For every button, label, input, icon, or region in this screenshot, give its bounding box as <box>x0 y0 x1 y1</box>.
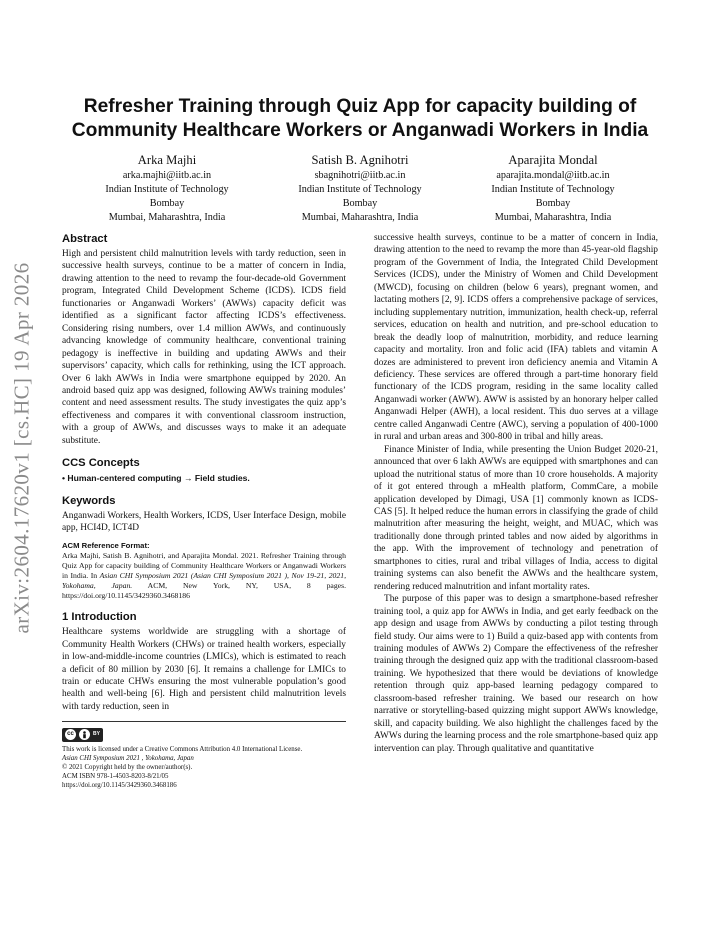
paper-title <box>40 95 680 143</box>
acm-reference-body: Arka Majhi, Satish B. Agnihotri, and Aparajita Mondal. 2021. Refresher Training through Quiz App for capacity building of Community Healthcare Workers or Anganwadi Workers in India. In <box>62 550 346 580</box>
author-email: sbagnihotri@iitb.ac.in <box>314 170 406 181</box>
right-column <box>374 232 658 755</box>
ccs-heading: CCS Concepts <box>62 457 140 470</box>
author-name: Satish B. Agnihotri <box>311 153 409 167</box>
introduction-heading: 1 Introduction <box>62 611 137 624</box>
abstract-heading: Abstract <box>62 233 108 245</box>
license-footer <box>62 721 346 790</box>
keywords-text: Anganwadi Workers, Health Workers, ICDS, User Interface Design, mobile app, HCI4D, ICT4D <box>62 510 347 534</box>
author-name: Aparajita Mondal <box>508 153 598 167</box>
introduction-paragraph-2: Finance Minister of India, while presenting the Union Budget 2020-21, announced that over 6 lakh AWWs are equipped with smartphones and can upload the nutritional status of more than 10 crore households. A majority of it got entered through a mHealth platform, CommCare, a mobile application developed by Dimagi, USA [1] commonly known as ICDS-CAS [5]. It helped reduce the human errors in classifying the grade of child malnutrition after measuring the height, weight, and MUAC, which was traditionally done through printed tables and now aided by algorithms in the app. With the improvement of technology and penetration of smartphones to cities, rural and tribal villages of India, access to digital training systems can also benefit the AWWs and the healthcare system, rendering reduced malnutrition and infant mortality rates. <box>374 444 658 592</box>
introduction-paragraph-1: successive health surveys, continue to be a matter of concern in India, drawing attention to the need to revamp the more than 45-year-old flagship program of the Government of India, the Integrated Child Development Services (ICDS), under the Ministry of Women and Child Development (MWCD), focusing on children (below 6 years), pregnant women, and lactating mothers [2, 9]. ICDS offers a comprehensive package of services, including supplementary nutrition, immunization, health check-up, referral services, education on health and nutrition, and pre-school education to break the deadly loop of malnutrition, morbidity, and reduce learning capacity and mortality. Iron and folic acid (IFA) tablets and vitamin A dozes are administered to prevent iron deficiency anemia and Vitamin A deficiency. These services are offered through a part-time honorary field functionary of the ICDS program, residing in the same locality called Anganwadi worker (AWW). AWW is assisted by an honorary helper called Anganwadi Helper (AWH), a local resident. This duo serves at a village centre called Anganwadi Centre (AWC), serving a population of 400-1000 in rural and urban areas and 300-800 in tribal and hilly areas. <box>374 233 658 443</box>
ccs-text: • Human-centered computing → Field studies. <box>62 473 250 484</box>
author-email: arka.majhi@iitb.ac.in <box>122 170 212 181</box>
creative-commons-badge-icon <box>62 728 103 742</box>
attribution-person-icon <box>79 729 90 740</box>
cc-icon: cc <box>65 729 76 740</box>
author-block-3 <box>458 152 648 225</box>
license-text-block <box>62 745 346 791</box>
author-city: Bombay <box>535 198 571 209</box>
footer-venue: Asian CHI Symposium 2021 , Yokohama, Japan <box>62 754 194 762</box>
author-email: aparajita.mondal@iitb.ac.in <box>496 170 610 181</box>
abstract-text: High and persistent child malnutrition levels with tardy reduction, seen in successive health surveys, continue to be a matter of concern in India, drawing attention to the need to revamp the four-decade-old Government program, Integrated Child Development Scheme (ICDS). ICDS field functionaries or Anganwadi Workers’ (AWWs) capacity deficit was identified as a significant factor affecting ICDS’s effectiveness. Considering rising numbers, over 1.4 million AWWs, and continuously advancing knowledge of community healthcare, conventional training pedagogy is ineffective in building and updating AWWs and their supervisors’ capacity, which calls for rethinking, using the ICT approach. Over 6 lakh AWWs in India were smartphone equipped by 2020. An android based quiz app was designed, following AWWs training modules’ content and need assessment results. The study investigates the quiz app’s effectiveness and compares it with conventional classroom instruction, with a group of AWWs, and discusses ways to make it an adequate substitute. <box>62 249 346 446</box>
footer-doi: https://doi.org/10.1145/3429360.3468186 <box>62 782 177 790</box>
author-institution: Indian Institute of Technology <box>105 184 229 195</box>
author-location: Mumbai, Maharashtra, India <box>494 212 612 223</box>
acm-reference-text <box>62 551 346 601</box>
introduction-text-left: Healthcare systems worldwide are struggling with a shortage of Community Health Workers (CHWs) or trained health workers, especially in low-and-middle-income countries (LMICs), which is estimated to reach a deficit of 80 million by 2030 [6]. It remains a challenge for LMICs to train or educate CHWs ensuring the most vulnerable population’s good health and well-being [6]. High and persistent child malnutrition levels with tardy reduction, seen in <box>62 627 346 712</box>
acm-reference-venue: Asian CHI Symposium 2021 (Asian CHI Symposium 2021 ), Nov 19-21, 2021, Yokohama, Japan. <box>62 570 346 590</box>
cc-by-label: BY <box>93 731 100 738</box>
author-institution: Indian Institute of Technology <box>298 184 422 195</box>
author-block-2 <box>265 152 455 225</box>
keywords-heading: Keywords <box>62 494 116 507</box>
footer-copyright: © 2021 Copyright held by the owner/author(s). <box>62 763 193 771</box>
arxiv-identifier: arXiv:2604.17620v1 [cs.HC] 19 Apr 2026 <box>9 262 34 634</box>
author-city: Bombay <box>342 198 378 209</box>
acm-reference-tail: ACM, New York, NY, USA, 8 pages. https://doi.org/10.1145/3429360.3468186 <box>62 580 346 601</box>
author-block-1 <box>72 152 262 225</box>
title-line-1: Refresher Training through Quiz App for capacity building of <box>83 96 637 117</box>
author-city: Bombay <box>149 198 185 209</box>
license-statement: This work is licensed under a Creative Commons Attribution 4.0 International License. <box>62 745 303 753</box>
introduction-paragraph-3: The purpose of this paper was to design a smartphone-based refresher training tool, a quiz app for AWWs in India, and get early feedback on the app design and usage from AWWs by conducting a pilot testing through field study. Our aims were to 1) Build a quiz-based app with contents from training modules of AWWs 2) Compare the effectiveness of the refresher training through the designed quiz app with the traditional classroom-based training. We hypothesized that there would be deviations of knowledge retention through quiz app-based learning pedagogy compared to classroom-based refresher training. We based our research on how narrative or storytelling-based quizzing might support AWWs knowledge, skill, and capacity building. We also highlight the challenges faced by the AWWs during the learning process and the role smartphone-based quiz app intervention can play. Through qualitative and quantitative <box>374 594 658 754</box>
footer-isbn: ACM ISBN 978-1-4503-8203-8/21/05 <box>62 773 169 781</box>
left-column <box>62 232 346 791</box>
acm-reference-heading: ACM Reference Format: <box>62 540 150 550</box>
author-location: Mumbai, Maharashtra, India <box>301 212 419 223</box>
arxiv-watermark <box>4 228 40 668</box>
title-line-2: Community Healthcare Workers or Anganwadi Workers in India <box>71 120 649 141</box>
acm-reference <box>62 541 346 602</box>
author-name: Arka Majhi <box>137 153 197 167</box>
author-location: Mumbai, Maharashtra, India <box>108 212 226 223</box>
author-institution: Indian Institute of Technology <box>491 184 615 195</box>
